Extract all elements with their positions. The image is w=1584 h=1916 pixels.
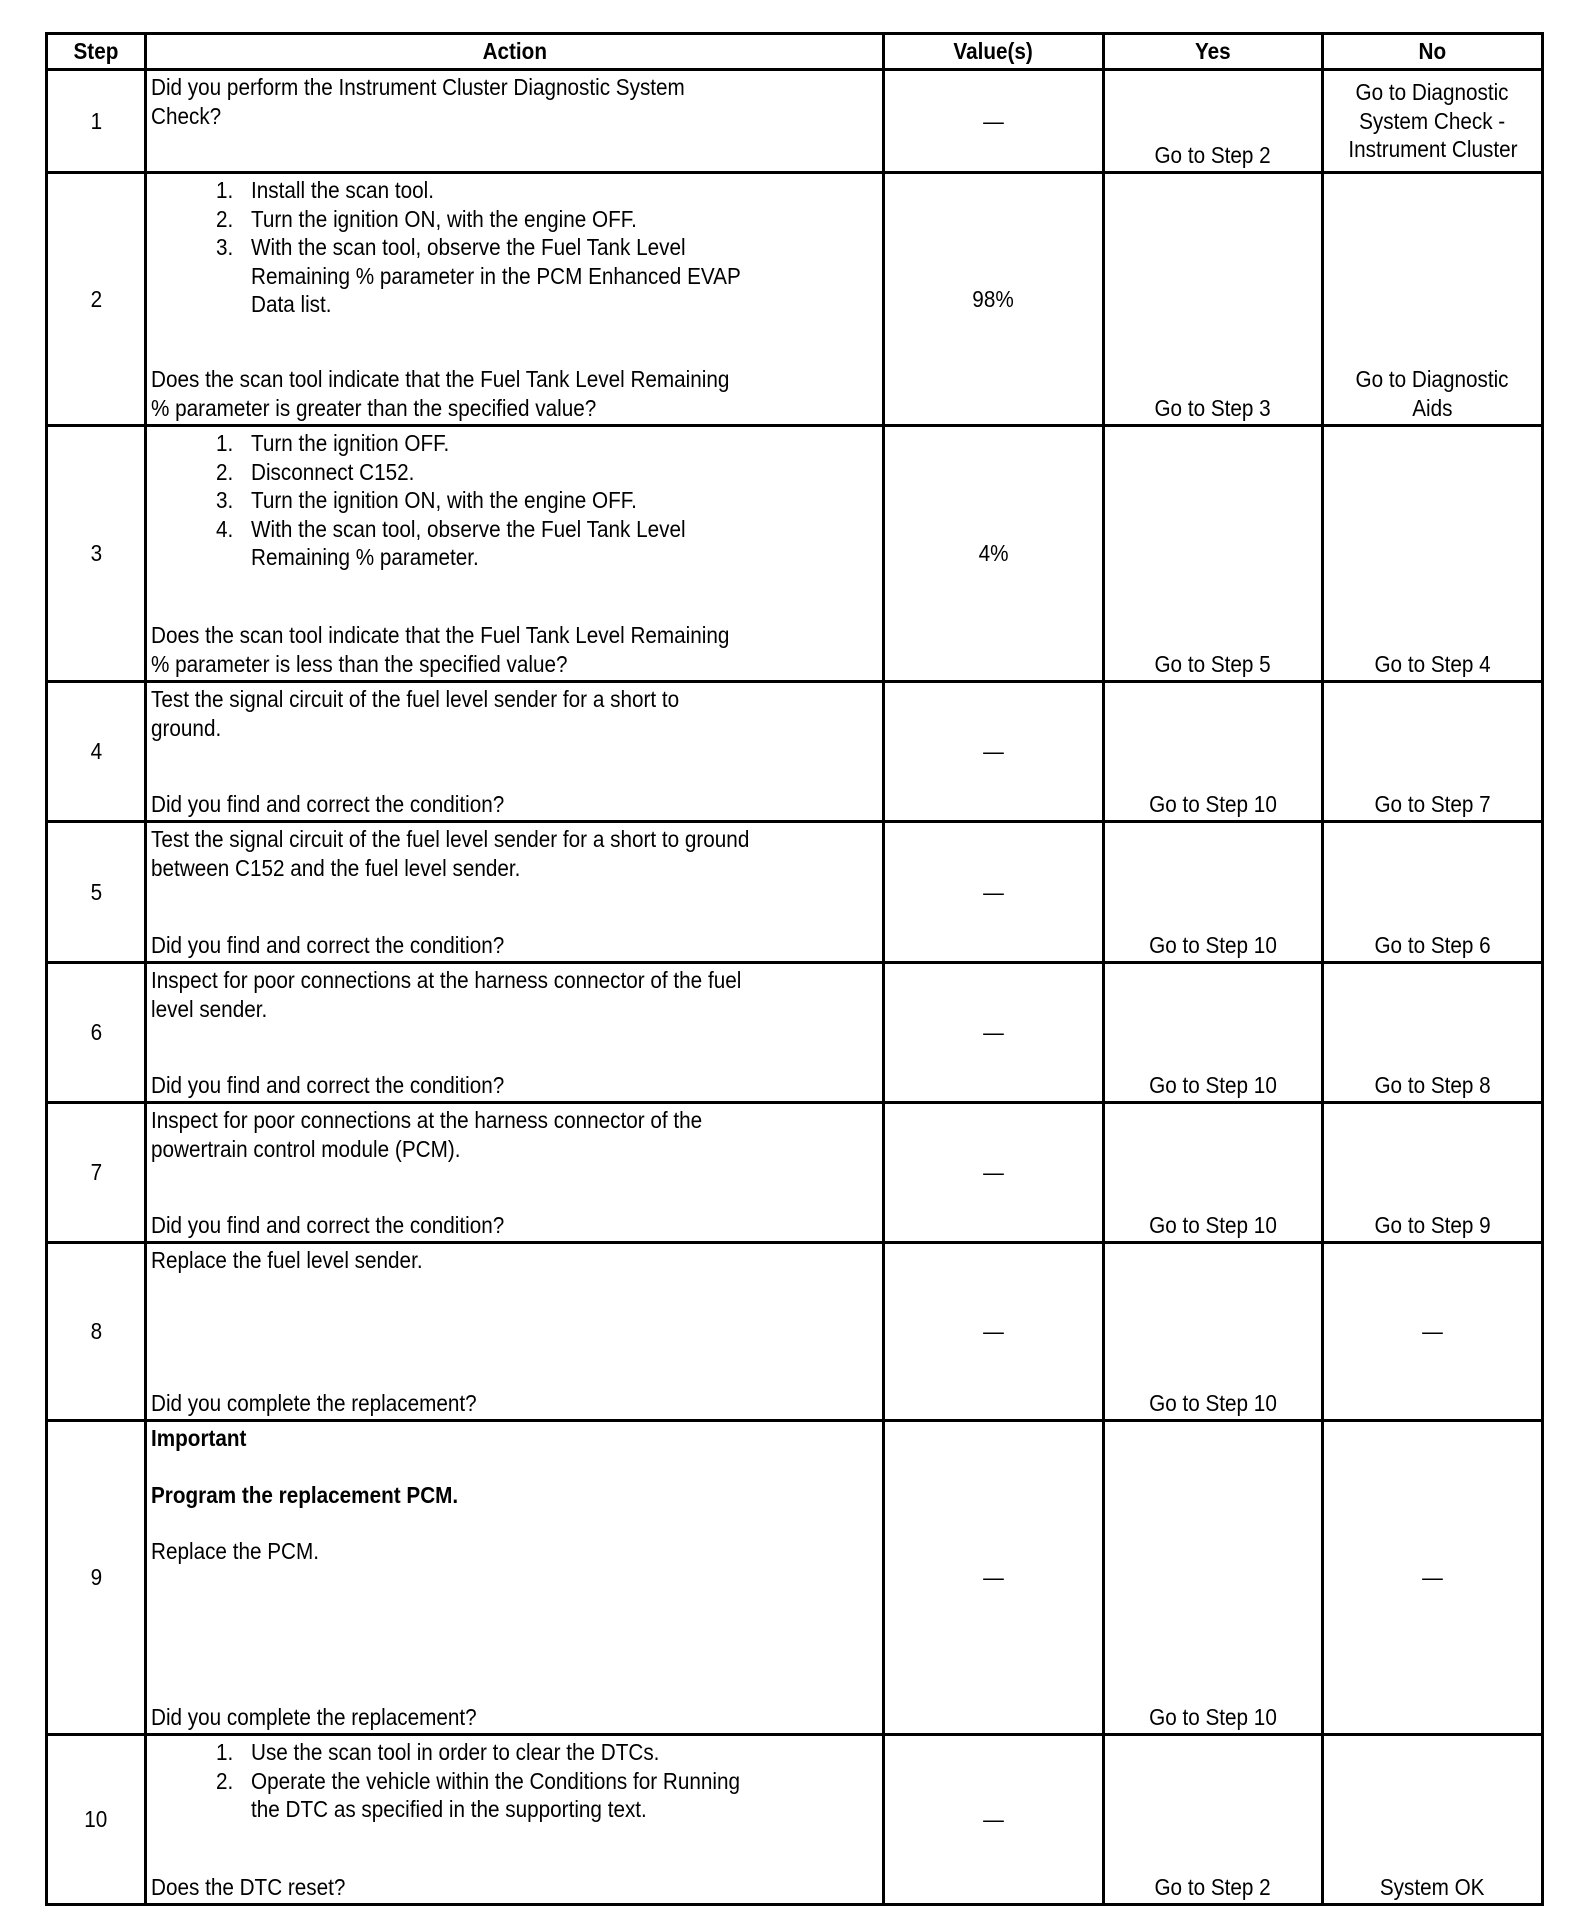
value-text: 4% <box>978 540 1009 567</box>
action-text: Inspect for poor connections at the harness connector of the fuel <box>151 967 742 993</box>
list-item <box>151 1738 878 1767</box>
list-number: 1. <box>215 177 234 203</box>
step-number: 5 <box>90 878 102 905</box>
value-cell <box>884 70 1104 173</box>
action-text: between C152 and the fuel level sender. <box>151 854 521 881</box>
header-label: No <box>1418 38 1447 65</box>
yes-cell <box>1104 1421 1323 1735</box>
table-row <box>47 1243 1543 1421</box>
step-number: 9 <box>90 1564 102 1591</box>
step-number: 10 <box>84 1806 108 1833</box>
list-text: Remaining % parameter. <box>251 544 479 570</box>
step-number: 8 <box>90 1318 102 1345</box>
no-text: Go to Step 9 <box>1374 1211 1491 1238</box>
yes-text: Go to Step 2 <box>1154 1873 1272 1900</box>
value-cell <box>884 426 1104 682</box>
value-cell <box>884 682 1104 822</box>
header-label: Yes <box>1195 38 1231 65</box>
step-number: 7 <box>90 1159 102 1186</box>
step-cell <box>47 682 146 822</box>
action-text: Test the signal circuit of the fuel level sender for a short to ground <box>151 826 750 852</box>
yes-text: Go to Step 5 <box>1154 650 1272 677</box>
action-cell <box>146 1735 884 1905</box>
list-item <box>151 176 878 205</box>
step-cell <box>47 1103 146 1243</box>
question-text: Does the scan tool indicate that the Fuel Tank Level Remaining <box>151 622 730 648</box>
value-text: — <box>983 1159 1004 1186</box>
question-text: % parameter is greater than the specified value? <box>151 394 597 421</box>
step-cell <box>47 1421 146 1735</box>
action-text: powertrain control module (PCM). <box>151 1135 461 1162</box>
yes-cell <box>1104 1103 1323 1243</box>
column-header <box>1104 34 1323 70</box>
important-label: Important <box>151 1425 247 1451</box>
value-text: — <box>983 1019 1004 1046</box>
action-cell <box>146 1103 884 1243</box>
step-cell <box>47 426 146 682</box>
step-number: 2 <box>90 285 102 312</box>
list-text: Remaining % parameter in the PCM Enhanced EVAP <box>251 262 741 289</box>
action-cell <box>146 822 884 963</box>
yes-text: Go to Step 10 <box>1149 1703 1277 1730</box>
no-cell <box>1323 70 1543 173</box>
no-text: Go to Step 7 <box>1374 790 1491 817</box>
header-label: Action <box>482 38 547 65</box>
value-cell <box>884 1735 1104 1905</box>
table-row <box>47 70 1543 173</box>
step-number: 1 <box>90 107 102 134</box>
table-row <box>47 1735 1543 1905</box>
no-cell <box>1323 963 1543 1103</box>
action-cell <box>146 963 884 1103</box>
table-row <box>47 963 1543 1103</box>
question-text: Does the DTC reset? <box>151 1873 346 1900</box>
list-item <box>151 1767 878 1824</box>
list-text: With the scan tool, observe the Fuel Tank Level <box>251 515 686 542</box>
value-text: — <box>983 1806 1004 1833</box>
question-text: Did you complete the replacement? <box>151 1389 477 1416</box>
action-text: level sender. <box>151 995 268 1022</box>
list-number: 1. <box>215 430 234 456</box>
step-cell <box>47 173 146 426</box>
action-cell <box>146 70 884 173</box>
yes-cell <box>1104 173 1323 426</box>
list-text: the DTC as specified in the supporting text. <box>251 1796 647 1822</box>
step-cell <box>47 963 146 1103</box>
yes-text: Go to Step 10 <box>1149 1389 1277 1416</box>
list-number: 3. <box>215 487 234 513</box>
question-text: Does the scan tool indicate that the Fuel Tank Level Remaining <box>151 366 730 392</box>
value-text: — <box>983 738 1004 765</box>
value-cell <box>884 963 1104 1103</box>
list-item <box>151 429 878 458</box>
list-text: Disconnect C152. <box>251 458 415 485</box>
yes-cell <box>1104 1735 1323 1905</box>
yes-cell <box>1104 70 1323 173</box>
yes-text: Go to Step 3 <box>1154 394 1272 421</box>
action-text: Test the signal circuit of the fuel level sender for a short to <box>151 686 680 712</box>
question-text: % parameter is less than the specified value? <box>151 650 568 677</box>
no-text: System Check - <box>1359 107 1506 134</box>
yes-cell <box>1104 426 1323 682</box>
step-cell <box>47 1243 146 1421</box>
no-text: Go to Step 6 <box>1374 931 1491 958</box>
value-text: 98% <box>972 285 1015 312</box>
question-text: Did you find and correct the condition? <box>151 1211 505 1238</box>
yes-cell <box>1104 822 1323 963</box>
table-row <box>47 822 1543 963</box>
no-text: — <box>1422 1564 1443 1591</box>
yes-text: Go to Step 10 <box>1149 931 1277 958</box>
list-item <box>151 458 878 487</box>
yes-cell <box>1104 1243 1323 1421</box>
step-cell <box>47 1735 146 1905</box>
no-text: Go to Step 8 <box>1374 1071 1491 1098</box>
list-number: 2. <box>215 1767 234 1794</box>
no-cell <box>1323 1243 1543 1421</box>
step-number: 4 <box>90 738 102 765</box>
action-text: Replace the fuel level sender. <box>151 1247 423 1273</box>
important-text: Program the replacement PCM. <box>151 1481 459 1508</box>
step-cell <box>47 70 146 173</box>
column-header <box>47 34 146 70</box>
question-text: Did you find and correct the condition? <box>151 931 505 958</box>
action-steps <box>151 429 878 572</box>
list-number: 2. <box>215 205 234 232</box>
yes-text: Go to Step 10 <box>1149 790 1277 817</box>
action-text: ground. <box>151 714 222 741</box>
list-text: Install the scan tool. <box>251 177 434 203</box>
action-text: Check? <box>151 102 222 129</box>
table-row <box>47 426 1543 682</box>
value-cell <box>884 1421 1104 1735</box>
no-cell <box>1323 822 1543 963</box>
action-steps <box>151 1738 878 1824</box>
list-number: 1. <box>215 1739 234 1765</box>
column-header <box>1323 34 1543 70</box>
no-cell <box>1323 1421 1543 1735</box>
yes-text: Go to Step 10 <box>1149 1211 1277 1238</box>
list-text: Use the scan tool in order to clear the DTCs. <box>251 1739 660 1765</box>
header-row <box>47 34 1543 70</box>
action-cell <box>146 1421 884 1735</box>
header-label: Value(s) <box>953 38 1034 65</box>
list-text: Turn the ignition ON, with the engine OFF. <box>251 205 637 232</box>
no-cell <box>1323 173 1543 426</box>
table-row <box>47 682 1543 822</box>
step-number: 6 <box>90 1019 102 1046</box>
value-text: — <box>983 1564 1004 1591</box>
diagnostic-table <box>45 32 1544 1906</box>
value-cell <box>884 822 1104 963</box>
step-number: 3 <box>90 540 102 567</box>
action-cell <box>146 682 884 822</box>
no-text: System OK <box>1380 1873 1485 1900</box>
value-text: — <box>983 1318 1004 1345</box>
list-text: Data list. <box>251 291 332 317</box>
list-text: With the scan tool, observe the Fuel Tank Level <box>251 234 686 260</box>
no-text: — <box>1422 1318 1443 1345</box>
table-row <box>47 173 1543 426</box>
value-text: — <box>983 107 1004 134</box>
value-text: — <box>983 878 1004 905</box>
list-number: 2. <box>215 458 234 485</box>
action-text: Inspect for poor connections at the harness connector of the <box>151 1107 703 1133</box>
question-text: Did you find and correct the condition? <box>151 1071 505 1098</box>
yes-text: Go to Step 10 <box>1149 1071 1277 1098</box>
table-row <box>47 1103 1543 1243</box>
list-text: Turn the ignition ON, with the engine OFF. <box>251 487 637 513</box>
list-item <box>151 486 878 515</box>
no-text: Go to Diagnostic <box>1355 366 1510 392</box>
list-text: Turn the ignition OFF. <box>251 430 450 456</box>
no-text: Instrument Cluster <box>1347 136 1518 163</box>
list-number: 3. <box>215 234 234 260</box>
yes-cell <box>1104 682 1323 822</box>
value-cell <box>884 1103 1104 1243</box>
action-steps <box>151 176 878 319</box>
list-item <box>151 205 878 234</box>
question-text: Did you find and correct the condition? <box>151 790 505 817</box>
column-header <box>884 34 1104 70</box>
list-item <box>151 233 878 319</box>
list-number: 4. <box>215 515 234 542</box>
action-text: Replace the PCM. <box>151 1538 319 1564</box>
action-cell <box>146 173 884 426</box>
no-text: Aids <box>1412 394 1453 421</box>
no-text: Go to Diagnostic <box>1355 79 1510 106</box>
action-cell <box>146 1243 884 1421</box>
list-item <box>151 515 878 572</box>
value-cell <box>884 1243 1104 1421</box>
action-text: Did you perform the Instrument Cluster Diagnostic System <box>151 74 685 100</box>
no-text: Go to Step 4 <box>1374 650 1491 677</box>
table-row <box>47 1421 1543 1735</box>
value-cell <box>884 173 1104 426</box>
no-cell <box>1323 682 1543 822</box>
no-cell <box>1323 1735 1543 1905</box>
yes-text: Go to Step 2 <box>1154 141 1272 168</box>
question-text: Did you complete the replacement? <box>151 1703 477 1730</box>
header-label: Step <box>73 38 119 65</box>
list-text: Operate the vehicle within the Conditions for Running <box>251 1767 741 1794</box>
column-header <box>146 34 884 70</box>
step-cell <box>47 822 146 963</box>
action-cell <box>146 426 884 682</box>
yes-cell <box>1104 963 1323 1103</box>
no-cell <box>1323 426 1543 682</box>
no-cell <box>1323 1103 1543 1243</box>
